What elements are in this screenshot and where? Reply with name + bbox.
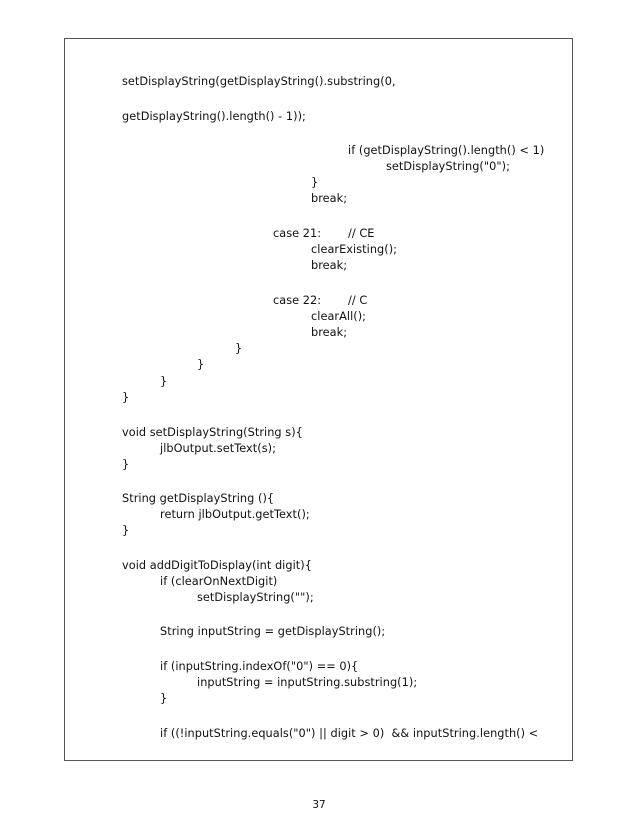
code-line: } [160, 375, 168, 388]
code-line: break; [311, 192, 348, 205]
code-line: if (clearOnNextDigit) [160, 575, 278, 588]
code-line: } [197, 358, 205, 371]
case-label: case 22: [273, 294, 322, 307]
code-line: getDisplayString().length() - 1)); [122, 110, 306, 123]
code-line: clearAll(); [311, 310, 367, 323]
code-line: } [160, 692, 168, 705]
code-line: void addDigitToDisplay(int digit){ [122, 559, 312, 572]
page-number: 37 [312, 799, 326, 811]
code-line: return jlbOutput.getText(); [160, 508, 310, 521]
code-line: clearExisting(); [311, 243, 398, 256]
code-line: setDisplayString(getDisplayString().substring(0, [122, 75, 396, 88]
code-comment: // C [348, 294, 368, 307]
code-line: } [235, 342, 243, 355]
code-line: setDisplayString(""); [197, 591, 314, 604]
code-line: } [122, 391, 130, 404]
code-line: } [122, 458, 130, 471]
code-line: break; [311, 259, 348, 272]
code-line: void setDisplayString(String s){ [122, 426, 303, 439]
code-line: setDisplayString("0"); [386, 160, 510, 173]
code-line: break; [311, 326, 348, 339]
code-comment: // CE [348, 227, 375, 240]
code-line: if ((!inputString.equals("0") || digit > 0) && inputString.length() < [160, 727, 539, 740]
case-label: case 21: [273, 227, 322, 240]
code-line: String getDisplayString (){ [122, 492, 275, 505]
code-line: if (inputString.indexOf("0") == 0){ [160, 660, 359, 673]
code-line: inputString = inputString.substring(1); [197, 676, 418, 689]
code-line: } [311, 176, 319, 189]
code-line: String inputString = getDisplayString(); [160, 625, 386, 638]
code-line: } [122, 524, 130, 537]
code-line: if (getDisplayString().length() < 1) [348, 144, 545, 157]
code-line: jlbOutput.setText(s); [160, 442, 276, 455]
